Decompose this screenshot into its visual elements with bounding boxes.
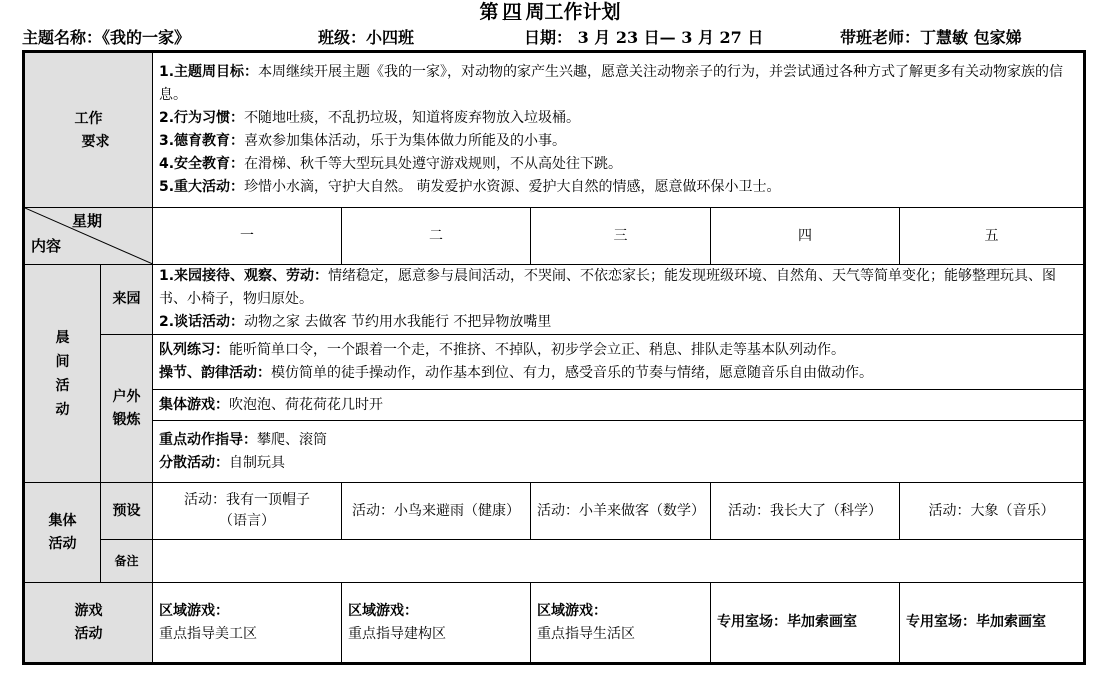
games-label: 游戏 活动 — [24, 583, 153, 664]
day-wednesday: 三 — [531, 208, 711, 265]
requirements-label: 工作 要求 — [24, 52, 153, 208]
class-name: 班级：小四班 — [318, 28, 415, 47]
requirement-item: 4.安全教育：在滑梯、秋千等大型玩具处遵守游戏规则，不从高处往下跳。 — [159, 156, 623, 172]
plan-header — [22, 27, 1082, 49]
weekly-plan-table — [22, 50, 1086, 665]
requirements-row — [24, 52, 1085, 208]
outdoor-item: 操节、韵律活动：模仿简单的徒手操动作，动作基本到位、有力，感受音乐的节奏与情绪，愿意随音乐自由做动作。 — [159, 365, 873, 381]
week-number: 四 — [502, 1, 522, 23]
outdoor-exercise-label: 户外 锻炼 — [101, 335, 153, 483]
outdoor-row-1 — [24, 335, 1085, 390]
day-monday: 一 — [153, 208, 342, 265]
outdoor-item: 重点动作指导：攀爬、滚筒 — [159, 431, 327, 448]
group-activities-label: 集体 活动 — [24, 483, 101, 583]
weekday-label: 星期 — [71, 212, 102, 230]
activity-tuesday: 活动：小鸟来避雨（健康） — [342, 483, 531, 540]
notes-content — [153, 540, 1085, 583]
requirements-content — [153, 52, 1085, 208]
game-tuesday: 区域游戏： 重点指导建构区 — [342, 583, 531, 664]
day-thursday: 四 — [711, 208, 900, 265]
arrival-item: 2.谈话活动：动物之家 去做客 节约用水我能行 不把异物放嘴里 — [159, 314, 552, 330]
weekday-content-header — [24, 208, 153, 265]
notes-label: 备注 — [101, 540, 153, 583]
game-thursday: 专用室场：毕加索画室 — [711, 583, 900, 664]
arrival-content — [153, 265, 1085, 335]
requirement-item: 5.重大活动：珍惜小水滴，守护大自然。 萌发爱护水资源、爱护大自然的情感，愿意做环保小卫士。 — [159, 179, 781, 195]
outdoor-guidance — [153, 421, 1085, 483]
games-row — [24, 583, 1085, 664]
content-label: 内容 — [31, 237, 62, 255]
day-tuesday: 二 — [342, 208, 531, 265]
arrival-row — [24, 265, 1085, 335]
date-range: 日期： 3 月 23 日— 3 月 27 日 — [524, 28, 764, 47]
requirement-item: 2.行为习惯：不随地吐痰，不乱扔垃圾，知道将废弃物放入垃圾桶。 — [159, 110, 581, 126]
arrival-label: 来园 — [101, 265, 153, 335]
requirement-item: 3.德育教育：喜欢参加集体活动，乐于为集体做力所能及的小事。 — [159, 133, 567, 149]
outdoor-row-3 — [24, 421, 1085, 483]
game-friday: 专用室场：毕加索画室 — [900, 583, 1085, 664]
teachers: 带班老师：丁慧敏 包家娣 — [840, 28, 1022, 47]
outdoor-row-2 — [24, 390, 1085, 421]
outdoor-item: 队列练习：能听简单口令，一个跟着一个走，不推挤、不掉队，初步学会立正、稍息、排队走等基本队列动作。 — [159, 342, 845, 358]
activity-friday: 活动：大象（音乐） — [900, 483, 1085, 540]
preset-row — [24, 483, 1085, 540]
morning-activities-label: 晨 间 活 动 — [24, 265, 101, 483]
arrival-item: 1.来园接待、观察、劳动：情绪稳定，愿意参与晨间活动，不哭闹、不依恋家长；能发现班级环境、自然角、天气等简单变化；能够整理玩具、图书、小椅子，物归原处。 — [159, 268, 1057, 307]
activity-wednesday: 活动：小羊来做客（数学） — [531, 483, 711, 540]
game-monday: 区域游戏： 重点指导美工区 — [153, 583, 342, 664]
day-header-row — [24, 208, 1085, 265]
game-wednesday: 区域游戏： 重点指导生活区 — [531, 583, 711, 664]
outdoor-item: 分散活动：自制玩具 — [159, 454, 285, 471]
outdoor-group-games: 集体游戏：吹泡泡、荷花荷花几时开 — [153, 390, 1085, 421]
requirement-item: 1.主题周目标：本周继续开展主题《我的一家》，对动物的家产生兴趣，愿意关注动物亲子的行为，并尝试通过各种方式了解更多有关动物家族的信息。 — [159, 64, 1064, 103]
preset-label: 预设 — [101, 483, 153, 540]
outdoor-drills — [153, 335, 1085, 390]
day-friday: 五 — [900, 208, 1085, 265]
page-title: 第 四 周工作计划 — [479, 1, 621, 23]
activity-monday: 活动：我有一顶帽子 （语言） — [153, 483, 342, 540]
activity-thursday: 活动：我长大了（科学） — [711, 483, 900, 540]
theme-name: 主题名称：《我的一家》 — [22, 28, 191, 47]
notes-row — [24, 540, 1085, 583]
